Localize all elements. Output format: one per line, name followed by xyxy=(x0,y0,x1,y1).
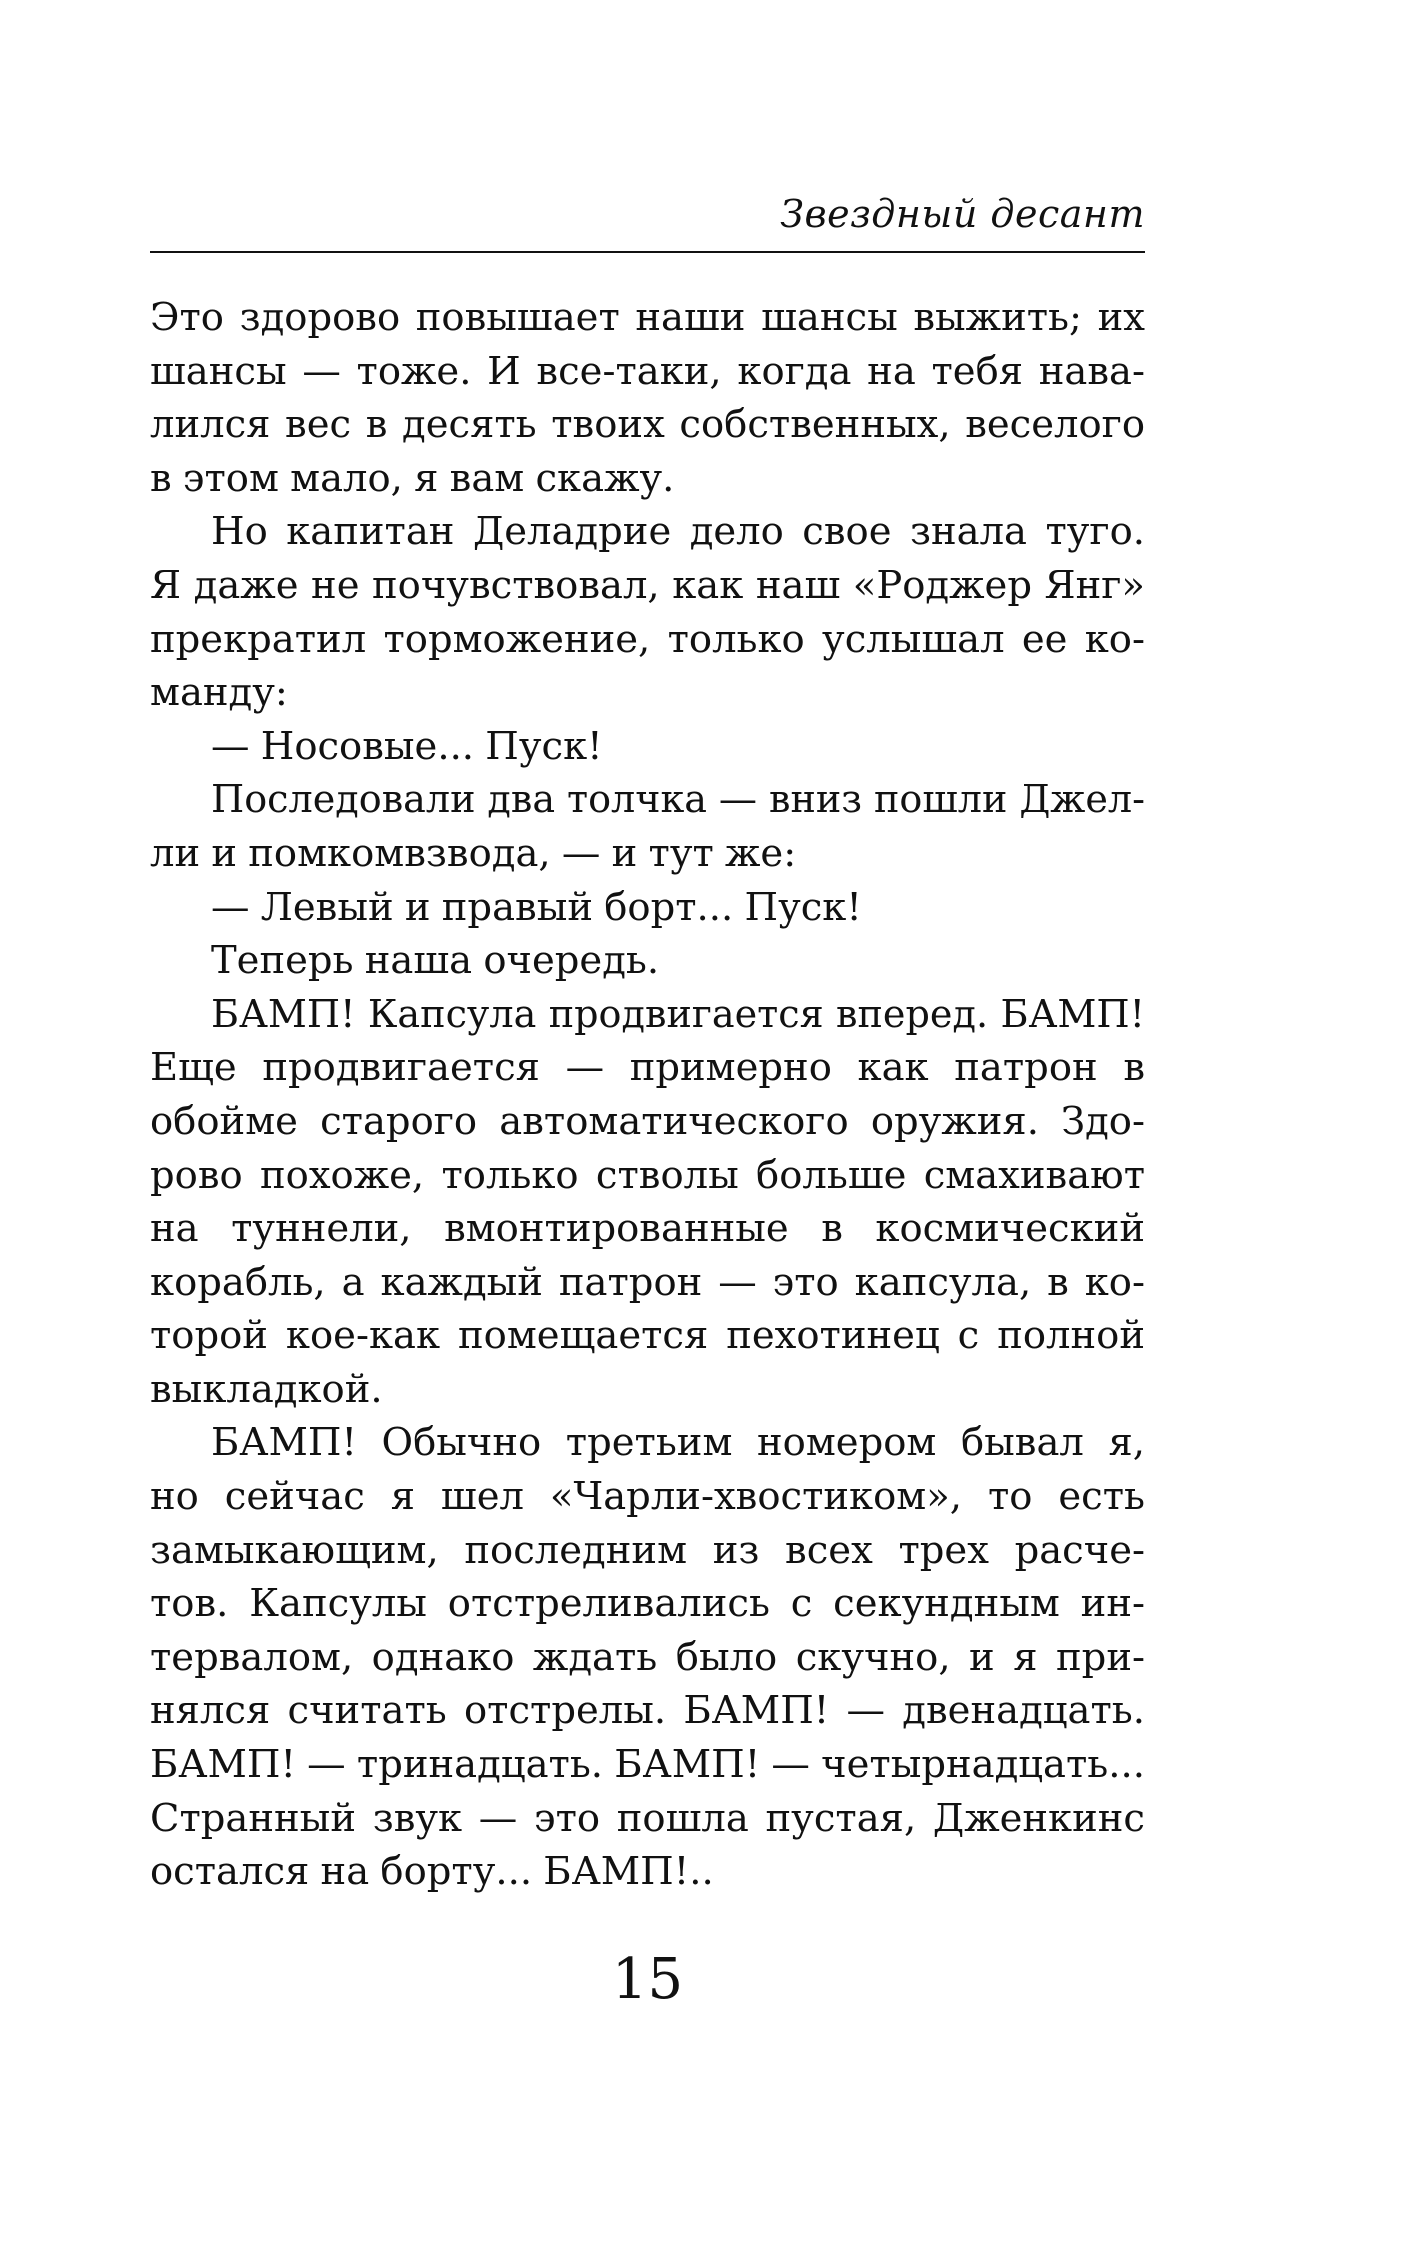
text-line: манду: xyxy=(150,670,288,716)
text-line: Я даже не почувствовал, как наш «Роджер Янг» xyxy=(150,562,1145,608)
text-line: обойме старого автоматического оружия. Здо- xyxy=(150,1098,1145,1144)
text-line: лился вес в десять твоих собственных, веселого xyxy=(150,402,1145,448)
text-line: шансы — тоже. И все-таки, когда на тебя нава- xyxy=(150,348,1145,394)
text-line: Это здорово повышает наши шансы выжить; их xyxy=(150,295,1145,340)
text-line: в этом мало, я вам скажу. xyxy=(150,455,675,501)
text-line: Последовали два толчка — вниз пошли Джел- xyxy=(211,777,1145,822)
text-line: — Носовые... Пуск! xyxy=(211,723,603,769)
text-line: — Левый и правый борт... Пуск! xyxy=(211,884,862,930)
text-line: Теперь наша очередь. xyxy=(211,938,660,984)
text-line: торой кое-как помещается пехотинец с полной xyxy=(150,1313,1145,1359)
text-line: на туннели, вмонтированные в космический xyxy=(150,1206,1145,1252)
text-line: нялся считать отстрелы. БАМП! — двенадцать. xyxy=(150,1688,1145,1734)
header-divider xyxy=(150,251,1145,253)
text-line: БАМП! — тринадцать. БАМП! — четырнадцать... xyxy=(150,1742,1145,1788)
text-line: но сейчас я шел «Чарли-хвостиком», то есть xyxy=(150,1474,1145,1520)
text-line: выкладкой. xyxy=(150,1366,383,1412)
text-line: корабль, а каждый патрон — это капсула, в ко- xyxy=(150,1259,1145,1305)
text-line: остался на борту... БАМП!.. xyxy=(150,1849,714,1895)
text-line: Странный звук — это пошла пустая, Дженкинс xyxy=(150,1795,1145,1841)
text-line: тов. Капсулы отстреливались с секундным ин- xyxy=(150,1581,1145,1627)
text-line: рово похоже, только стволы больше смахивают xyxy=(150,1152,1145,1198)
running-header: Звездный десант xyxy=(780,192,1145,236)
text-line: БАМП! Обычно третьим номером бывал я, xyxy=(211,1420,1145,1466)
text-line: замыкающим, последним из всех трех расче- xyxy=(150,1527,1145,1573)
text-line: прекратил торможение, только услышал ее ко- xyxy=(150,616,1145,662)
text-line: ли и помкомвзвода, — и тут же: xyxy=(150,830,797,876)
text-line: Но капитан Деладрие дело свое знала туго. xyxy=(211,509,1145,555)
body-text xyxy=(150,291,1145,1899)
text-line: тервалом, однако ждать было скучно, и я при- xyxy=(150,1634,1145,1680)
page-number: 15 xyxy=(611,1947,684,2012)
text-line: БАМП! Капсула продвигается вперед. БАМП! xyxy=(211,991,1145,1036)
text-line: Еще продвигается — примерно как патрон в xyxy=(150,1045,1145,1091)
